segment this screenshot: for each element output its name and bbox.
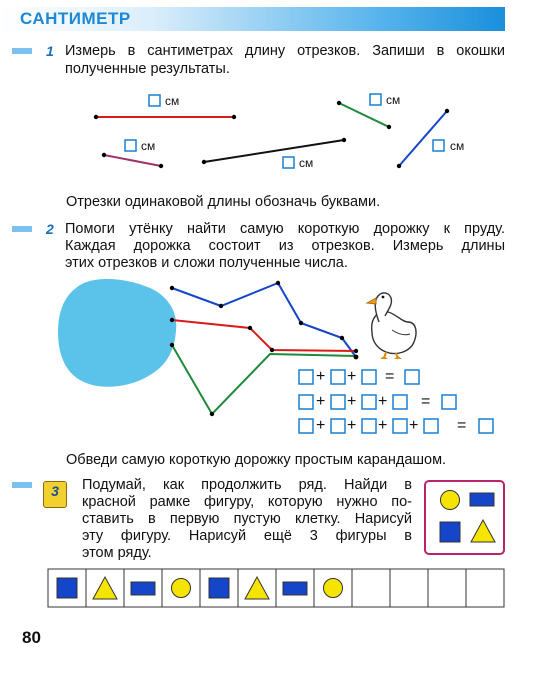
sequence-square <box>57 578 77 598</box>
unit-label: см <box>299 156 314 170</box>
frame-square[interactable] <box>440 522 460 542</box>
plus-sign: + <box>316 393 326 410</box>
task-3-badge: 3 <box>43 481 67 508</box>
task-3-line-4: эту фигуру. Нарисуй ещё 3 фигуры в <box>82 528 412 544</box>
plus-sign: + <box>316 417 326 434</box>
task-3-line-5: этом ряду. <box>82 545 152 561</box>
answer-frame <box>425 481 504 554</box>
frame-circle[interactable] <box>441 491 460 510</box>
sequence-square <box>209 578 229 598</box>
task-2-footer: Обведи самую короткую дорожку простым карандашом. <box>66 452 447 468</box>
task-number: 2 <box>46 221 54 237</box>
task-2-line-2: Каждая дорожка состоит из отрезков. Измерь длины <box>65 238 505 254</box>
plus-sign: + <box>347 393 357 410</box>
unit-label: см <box>141 139 156 153</box>
sequence-rectangle <box>283 582 307 595</box>
sequence-circle <box>172 579 191 598</box>
plus-sign: + <box>347 368 357 385</box>
plus-sign: + <box>409 417 419 434</box>
task-3-line-3: ставить в первую пустую клетку. Нарисуй <box>82 511 412 527</box>
equals-sign: = <box>421 393 431 410</box>
empty-cell[interactable] <box>428 569 466 607</box>
unit-label: см <box>165 94 180 108</box>
empty-cell[interactable] <box>466 569 504 607</box>
equals-sign: = <box>385 368 395 385</box>
task-1-footer: Отрезки одинаковой длины обозначь буквами. <box>66 194 381 210</box>
plus-sign: + <box>316 368 326 385</box>
page-number: 80 <box>22 628 41 647</box>
sequence-grid <box>48 569 504 607</box>
task-3-line-1: Подумай, как продолжить ряд. Найди в <box>82 477 412 493</box>
page-title: САНТИМЕТР <box>20 9 131 28</box>
unit-label: см <box>450 139 465 153</box>
plus-sign: + <box>347 417 357 434</box>
task-3-line-2: красной рамке фигуру, которую нужно по- <box>82 494 412 510</box>
task-number: 1 <box>46 43 54 59</box>
plus-sign: + <box>378 417 388 434</box>
empty-cell[interactable] <box>352 569 390 607</box>
task-2-line-3: этих отрезков и сложи полученные числа. <box>65 255 348 271</box>
empty-cell[interactable] <box>390 569 428 607</box>
task-2-line-1: Помоги утёнку найти самую короткую дорожку к пруду. <box>65 221 505 237</box>
task-1-text: Измерь в сантиметрах длину отрезков. Запиши в окошки полученные результаты. <box>65 43 505 77</box>
unit-label: см <box>386 93 401 107</box>
sequence-circle <box>324 579 343 598</box>
plus-sign: + <box>378 393 388 410</box>
equals-sign: = <box>457 417 467 434</box>
sequence-rectangle <box>131 582 155 595</box>
frame-rectangle[interactable] <box>470 493 494 506</box>
